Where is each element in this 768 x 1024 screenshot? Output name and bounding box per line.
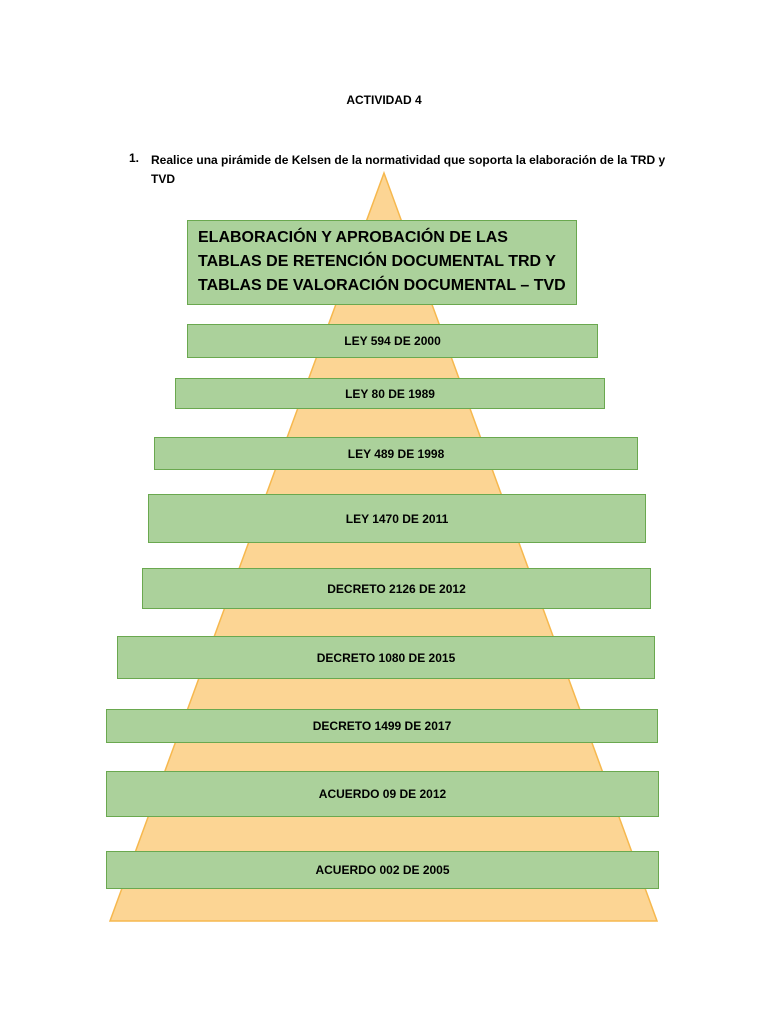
pyramid-level-decreto-1499: DECRETO 1499 DE 2017 xyxy=(106,709,658,743)
pyramid-level-ley-1470: LEY 1470 DE 2011 xyxy=(148,494,646,543)
pyramid-level-ley-489: LEY 489 DE 1998 xyxy=(154,437,638,470)
pyramid-level-acuerdo-09: ACUERDO 09 DE 2012 xyxy=(106,771,659,817)
pyramid-level-decreto-2126: DECRETO 2126 DE 2012 xyxy=(142,568,651,609)
pyramid-level-ley-80: LEY 80 DE 1989 xyxy=(175,378,605,409)
pyramid-level-acuerdo-002: ACUERDO 002 DE 2005 xyxy=(106,851,659,889)
document-title: ACTIVIDAD 4 xyxy=(346,93,422,107)
pyramid-top-box: ELABORACIÓN Y APROBACIÓN DE LAS TABLAS DE RETENCIÓN DOCUMENTAL TRD Y TABLAS DE VALORACIÓN DOCUMENTAL – TVD xyxy=(187,220,577,305)
question-number: 1. xyxy=(129,151,140,165)
pyramid-level-decreto-1080: DECRETO 1080 DE 2015 xyxy=(117,636,655,679)
question-text: Realice una pirámide de Kelsen de la normatividad que soporta la elaboración de la TRD y TVD xyxy=(151,153,666,186)
pyramid-level-ley-594: LEY 594 DE 2000 xyxy=(187,324,598,358)
